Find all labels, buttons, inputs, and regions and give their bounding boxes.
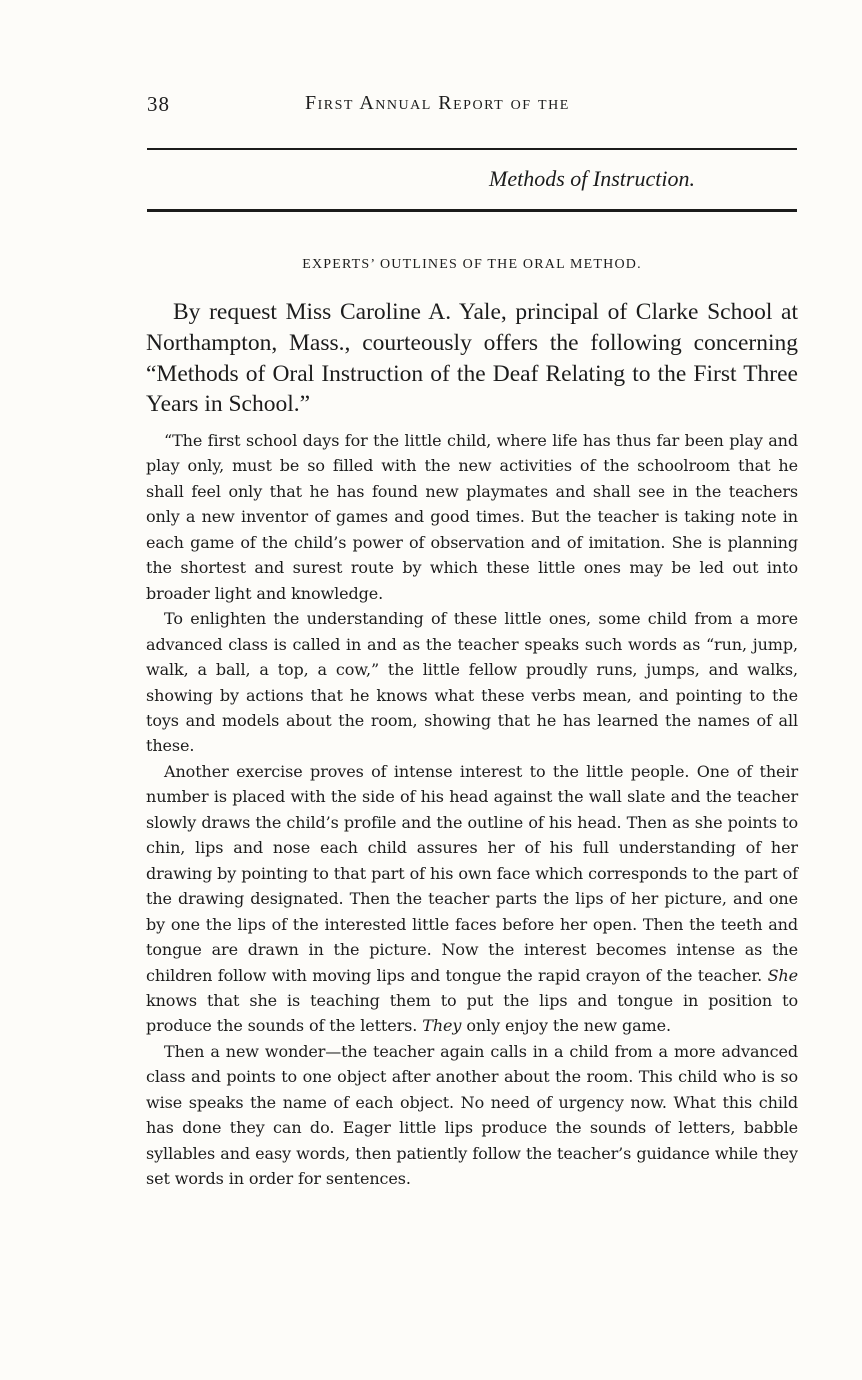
paragraph-3-text-a: Another exercise proves of intense interest to the little people. One of their number is placed with the side of his head against the wall slate and the teacher slowly draws the child’s profile and the outline of his head. Then as she points to chin, lips and nose each child assures her of his full understanding of her drawing by pointing to that part of his own face which corresponds to the part of the drawing designated. Then the teacher parts the lips of her picture, and one by one the lips of the interested little faces before her open. Then the teeth and tongue are drawn in the picture. Now the interest becomes intense as the children follow with moving lips and tongue the rapid crayon of the teacher. [146, 761, 798, 985]
emphasis-they: They [422, 1016, 462, 1036]
running-title: First Annual Report of the [305, 92, 570, 114]
paragraph-3-text-c: only enjoy the new game. [461, 1016, 671, 1036]
paragraph-2: To enlighten the understanding of these little ones, some child from a more advanced class is called in and as the teacher speaks such words as “run, jump, walk, a ball, a top, a cow,” the little fellow proudly runs, jumps, and walks, showing by actions that he knows what these verbs mean, and pointing to the toys and models about the room, showing that he has learned the names of all these. [146, 609, 798, 756]
emphasis-she: She [767, 965, 798, 985]
running-head [147, 92, 797, 122]
header-rule-bottom [147, 209, 797, 212]
paragraph-4: Then a new wonder—the teacher again calls in a child from a more advanced class and points to one object after another about the room. This child who is so wise speaks the name of each object. No need of urgency now. What this child has done they can do. Eager little lips produce the sounds of letters, babble syllables and easy words, then patiently follow the teacher’s guidance while they set words in order for sentences. [146, 1041, 798, 1189]
paragraph-3-text-b: knows that she is teaching them to put the lips and tongue in position to produce the sounds of the letters. [146, 990, 798, 1036]
paragraph-3 [146, 759, 798, 1039]
page-number: 38 [147, 92, 170, 116]
subheading: EXPERTS’ OUTLINES OF THE ORAL METHOD. [302, 257, 642, 272]
section-title: Methods of Instruction. [489, 166, 695, 191]
paragraph-1: “The first school days for the little child, where life has thus far been play and play only, must be so filled with the new activities of the schoolroom that he shall feel only that he has found new playmates and shall see in the teachers only a new inventor of games and good times. But the teacher is taking note in each game of the child’s power of observation and of imitation. She is planning the shortest and surest route by which these little ones may be led out into broader light and knowledge. [146, 431, 798, 603]
header-rule-top [147, 148, 797, 150]
intro-paragraph: By request Miss Caroline A. Yale, principal of Clarke School at Northampton, Mass., courteously offers the following concerning “Methods of Oral Instruction of the Deaf Relating to the First Three Years in School.” [146, 299, 798, 418]
section-heading [147, 166, 797, 192]
body-text [146, 428, 798, 1192]
